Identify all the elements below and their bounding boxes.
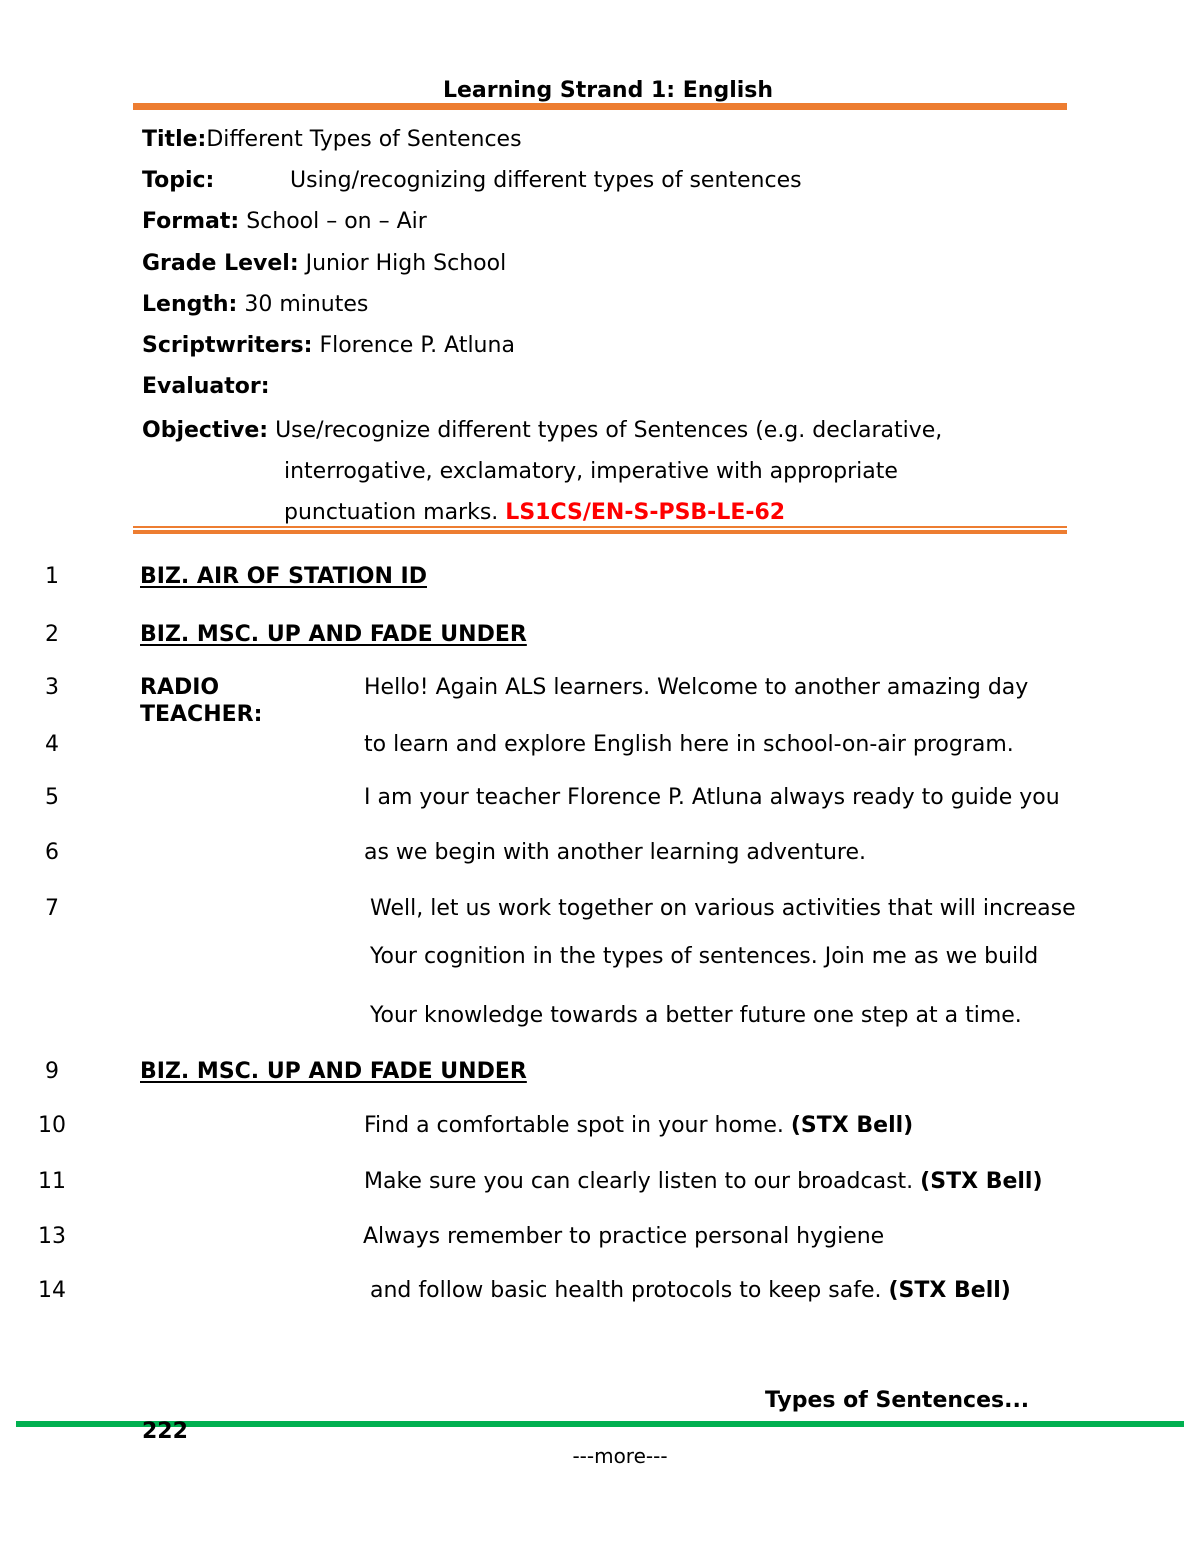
script-line-7b: Your cognition in the types of sentences. Join me as we build <box>370 944 1039 969</box>
script-line-4: to learn and explore English here in school-on-air program. <box>364 732 1014 757</box>
scriptwriters-value: Florence P. Atluna <box>319 333 515 358</box>
header-orange-rule <box>133 103 1067 110</box>
cue-music-up-2: BIZ. MSC. UP AND FADE UNDER <box>140 1059 527 1084</box>
script-line-14: and follow basic health protocols to keep safe. <box>370 1278 882 1303</box>
line-number: 14 <box>38 1278 66 1303</box>
script-line-7a: Well, let us work together on various activities that will increase <box>370 896 1076 921</box>
meta-objective-row <box>142 420 942 442</box>
script-line-11: Make sure you can clearly listen to our broadcast. <box>364 1169 914 1194</box>
line-number: 11 <box>38 1169 66 1194</box>
grade-value: Junior High School <box>305 251 507 276</box>
meta-rule-bottom <box>133 530 1067 534</box>
page-number: 222 <box>142 1419 188 1444</box>
cue-music-up: BIZ. MSC. UP AND FADE UNDER <box>140 622 527 647</box>
format-label: Format: <box>142 209 240 234</box>
objective-line-2: interrogative, exclamatory, imperative with appropriate <box>284 459 898 484</box>
script-line-13: Always remember to practice personal hygiene <box>363 1224 885 1249</box>
script-line-7c: Your knowledge towards a better future one step at a time. <box>370 1003 1022 1028</box>
line-number: 9 <box>45 1059 59 1084</box>
line-number: 3 <box>45 675 59 700</box>
title-value: Different Types of Sentences <box>206 127 522 152</box>
page-header-title: Learning Strand 1: English <box>442 78 774 103</box>
evaluator-label: Evaluator: <box>142 374 270 399</box>
line-number: 5 <box>45 785 59 810</box>
script-line-5: I am your teacher Florence P. Atluna always ready to guide you <box>364 785 1060 810</box>
line-number: 2 <box>45 622 59 647</box>
format-value: School – on – Air <box>246 209 427 234</box>
speaker-label-line-1: RADIO <box>140 675 220 700</box>
meta-title-row <box>142 129 522 151</box>
stx-bell-cue: (STX Bell) <box>790 1113 914 1138</box>
objective-line-3: punctuation marks. <box>284 500 499 525</box>
line-number: 4 <box>45 732 59 757</box>
cue-station-id: BIZ. AIR OF STATION ID <box>140 564 427 589</box>
stx-bell-cue: (STX Bell) <box>920 1169 1043 1194</box>
meta-grade-row <box>142 253 506 275</box>
meta-rule-top <box>133 526 1067 528</box>
line-number: 13 <box>38 1224 66 1249</box>
script-line-10-row <box>364 1115 913 1137</box>
line-number: 10 <box>38 1113 66 1138</box>
meta-format-row <box>142 211 427 233</box>
more-indicator: ---more--- <box>572 1444 668 1468</box>
stx-bell-cue: (STX Bell) <box>888 1278 1011 1303</box>
line-number: 1 <box>45 564 59 589</box>
script-line-10: Find a comfortable spot in your home. <box>364 1113 784 1138</box>
topic-value: Using/recognizing different types of sentences <box>290 168 802 193</box>
script-line-3: Hello! Again ALS learners. Welcome to another amazing day <box>364 675 1029 700</box>
objective-label: Objective: <box>142 418 269 443</box>
script-line-11-row <box>364 1171 1043 1193</box>
objective-line-3-row <box>284 502 785 524</box>
script-line-14-row <box>370 1280 1011 1302</box>
speaker-label-line-2: TEACHER: <box>140 702 263 727</box>
continued-label: Types of Sentences... <box>765 1388 1030 1413</box>
script-line-6: as we begin with another learning adventure. <box>364 840 867 865</box>
objective-code: LS1CS/EN-S-PSB-LE-62 <box>505 500 786 525</box>
length-value: 30 minutes <box>244 292 369 317</box>
topic-label: Topic: <box>142 168 215 193</box>
line-number: 7 <box>45 896 59 921</box>
line-number: 6 <box>45 840 59 865</box>
footer-green-rule <box>16 1421 1184 1427</box>
grade-label: Grade Level: <box>142 251 299 276</box>
objective-line-1: Use/recognize different types of Sentences (e.g. declarative, <box>275 418 943 443</box>
scriptwriters-label: Scriptwriters: <box>142 333 313 358</box>
meta-scriptwriters-row <box>142 335 515 357</box>
length-label: Length: <box>142 292 238 317</box>
title-label: Title: <box>142 127 207 152</box>
meta-length-row <box>142 294 368 316</box>
